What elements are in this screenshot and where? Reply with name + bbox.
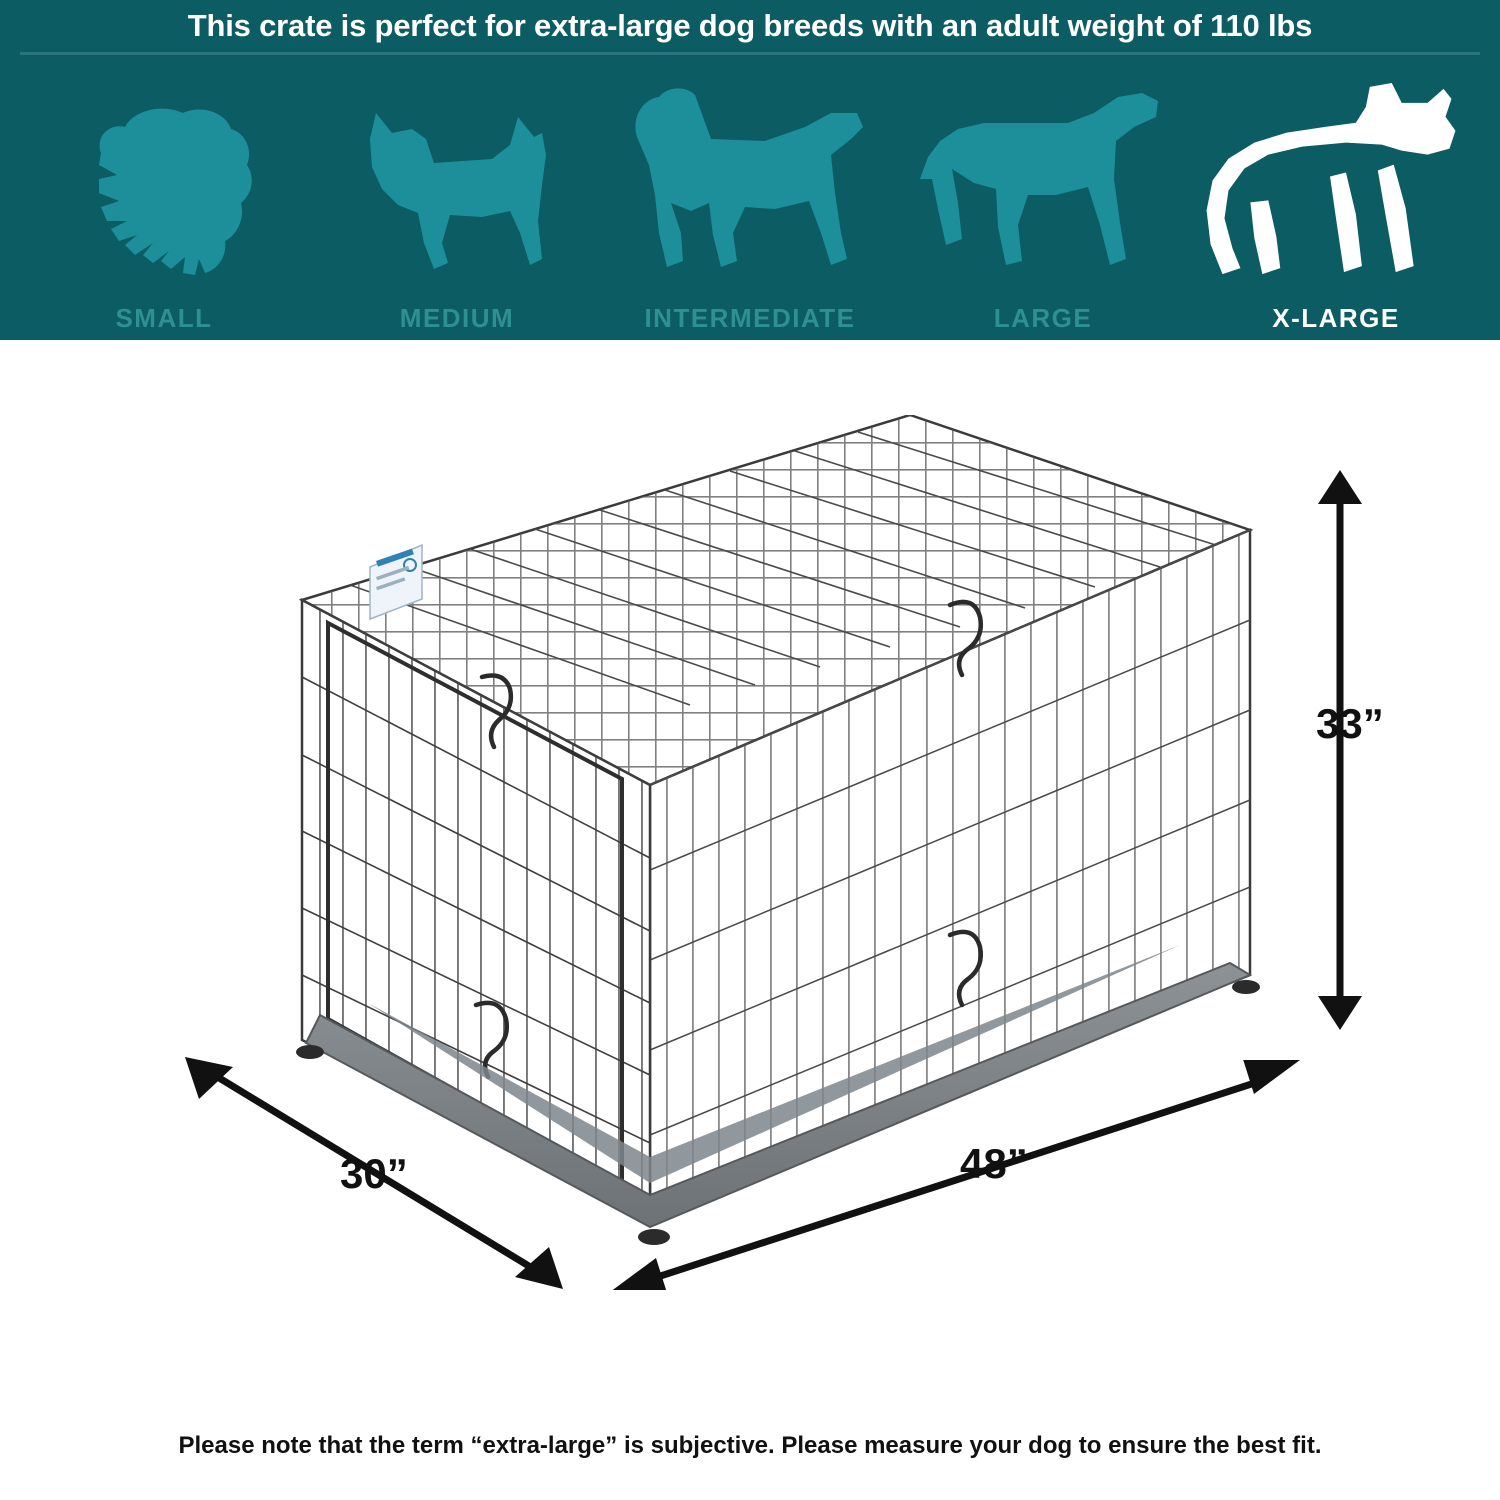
dog-silhouette-large-icon: [918, 83, 1168, 293]
dog-silhouette-xlarge-icon: [1206, 69, 1466, 293]
size-option-large[interactable]: [899, 69, 1187, 334]
dog-silhouette-small-icon: [49, 93, 279, 293]
size-options-row: [20, 62, 1480, 334]
dimension-label-width: 48”: [960, 1140, 1028, 1187]
size-label-intermediate: INTERMEDIATE: [644, 303, 856, 333]
size-option-small[interactable]: [20, 69, 308, 334]
dog-silhouette-medium-icon: [342, 93, 572, 293]
size-option-medium[interactable]: [313, 69, 601, 334]
product-diagram-area: [0, 340, 1500, 1440]
dimension-arrow-height: [1300, 470, 1380, 1030]
size-label-small: SMALL: [115, 303, 213, 333]
banner-divider: [20, 52, 1480, 55]
footer-disclaimer: Please note that the term “extra-large” is subjective. Please measure your dog to ensure the best fit.: [178, 1432, 1322, 1459]
size-label-large: LARGE: [993, 303, 1093, 333]
banner-headline: This crate is perfect for extra-large dog breeds with an adult weight of 110 lbs: [187, 8, 1313, 43]
dimension-label-depth: 30”: [340, 1150, 408, 1197]
dimension-arrow-width: [610, 1060, 1300, 1290]
dimension-label-height: 33”: [1316, 700, 1384, 747]
size-option-xlarge[interactable]: [1192, 69, 1480, 334]
size-label-xlarge: X-LARGE: [1272, 303, 1400, 333]
size-guide-banner: [0, 0, 1500, 340]
dog-silhouette-intermediate-icon: [625, 83, 875, 293]
size-label-medium: MEDIUM: [399, 303, 515, 333]
size-option-intermediate[interactable]: [606, 69, 894, 334]
